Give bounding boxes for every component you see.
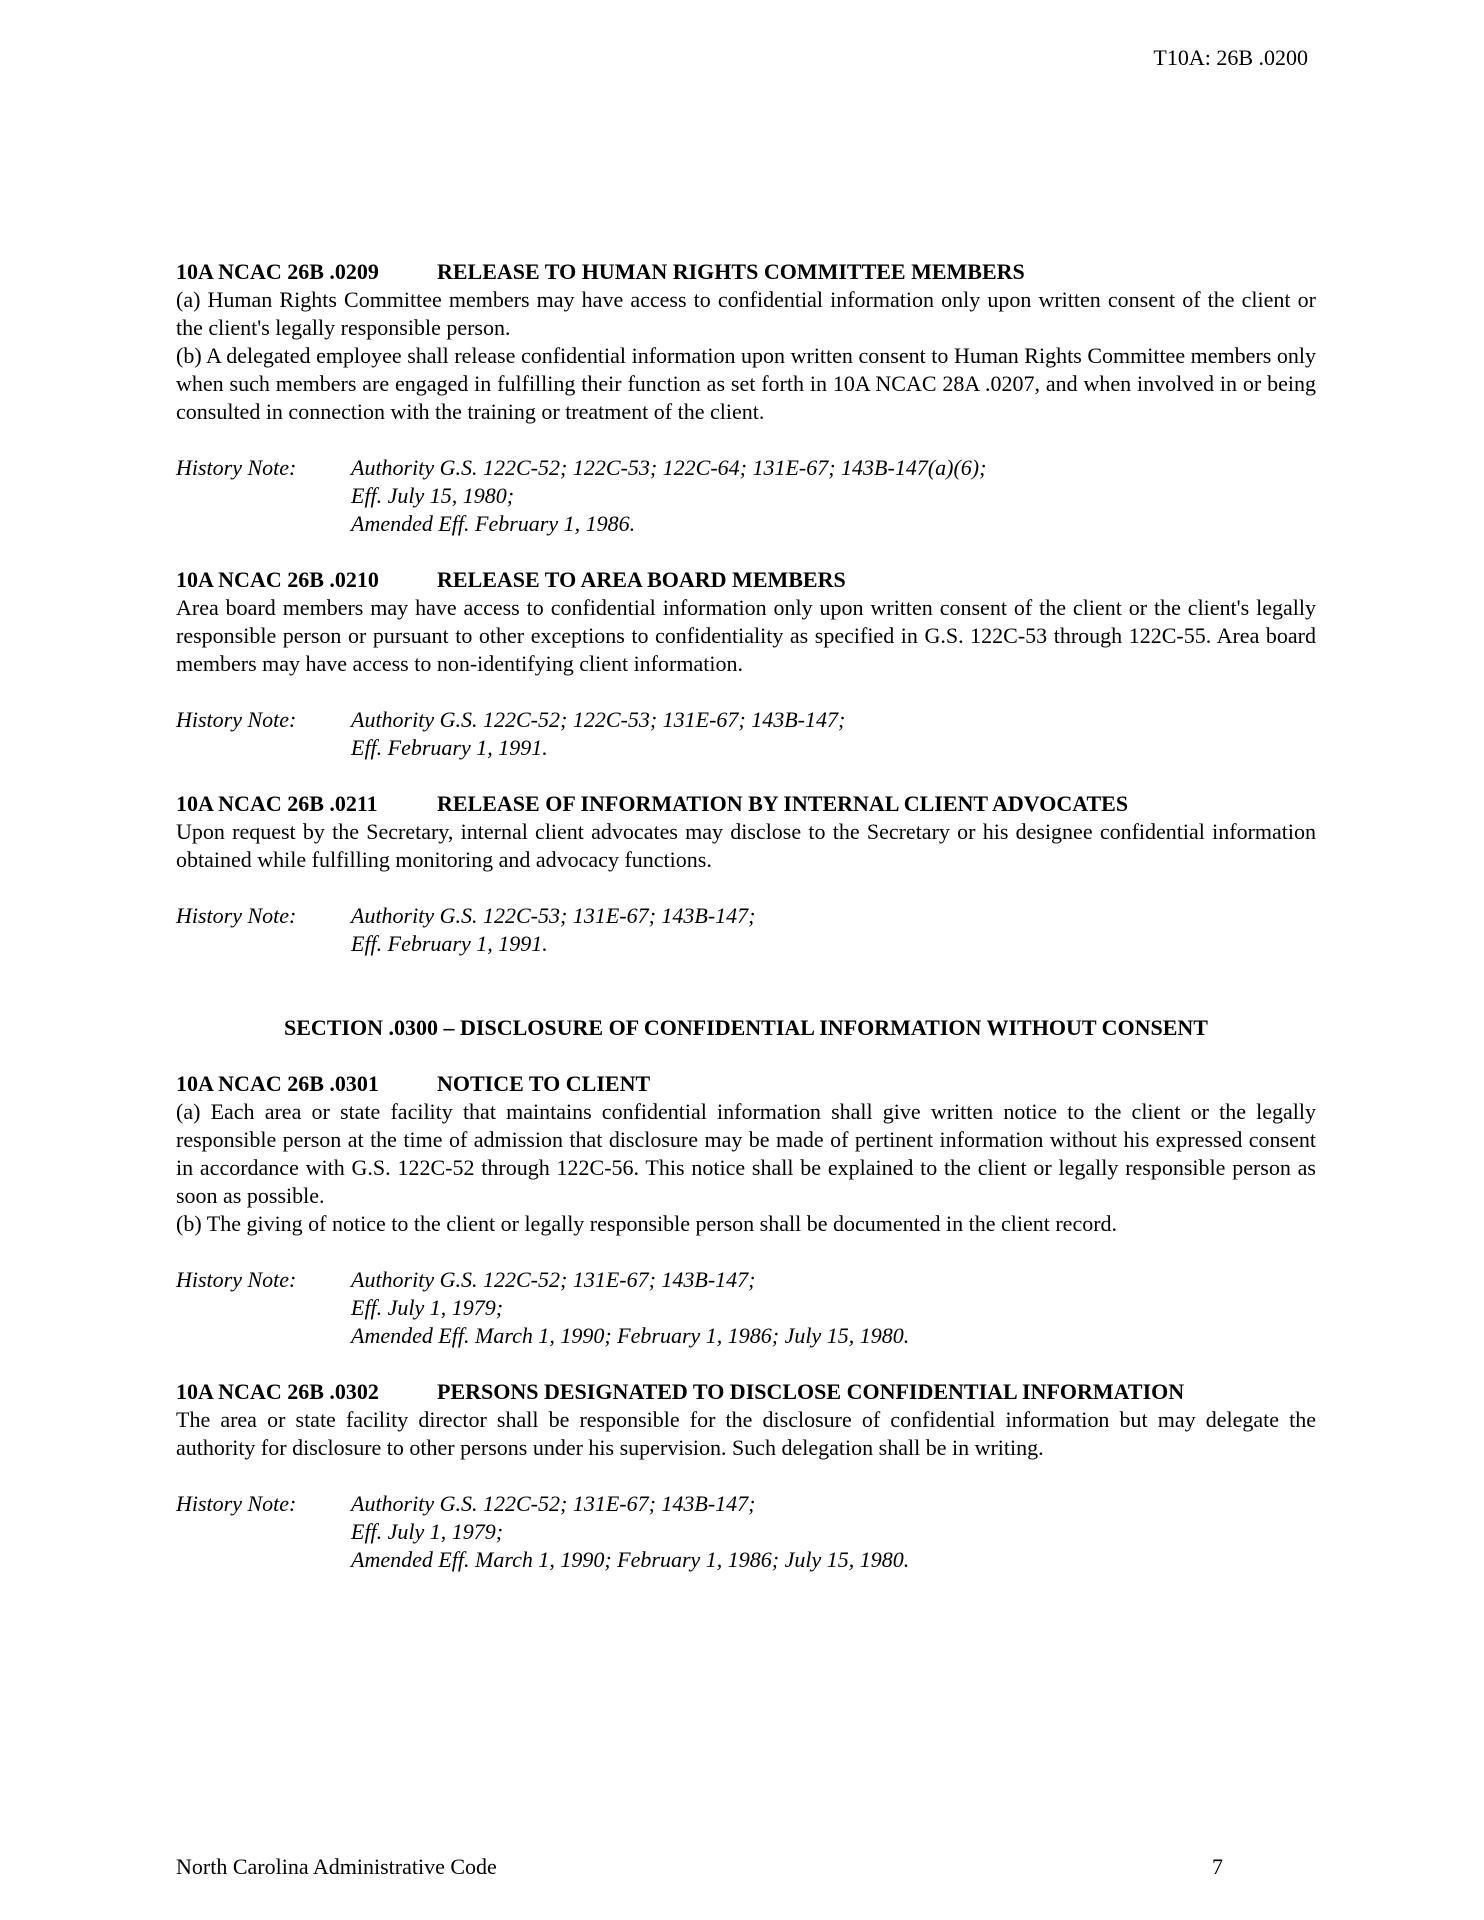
rule-0302 [176, 1378, 1316, 1574]
rule-0301 [176, 1070, 1316, 1350]
history-note [176, 1490, 1316, 1574]
rule-paragraph: (a) Human Rights Committee members may have access to confidential information only upon written consent of the client or the client's legally responsible person. [176, 287, 1316, 340]
rule-paragraph: (a) Each area or state facility that maintains confidential information shall give written notice to the client or the legally responsible person at the time of admission that disclosure may be made of pertinent information without his expressed consent in accordance with G.S. 122C-52 through 122C-56. This notice shall be explained to the client or legally responsible person as soon as possible. [176, 1099, 1316, 1208]
history-note-label: History Note: [176, 455, 297, 480]
rule-heading: PERSONS DESIGNATED TO DISCLOSE CONFIDENTIAL INFORMATION [437, 1379, 1185, 1404]
rule-0209 [176, 258, 1316, 538]
section-heading: SECTION .0300 – DISCLOSURE OF CONFIDENTIAL INFORMATION WITHOUT CONSENT [284, 1015, 1208, 1040]
history-line: Authority G.S. 122C-53; 131E-67; 143B-147; [351, 903, 756, 928]
rule-paragraph: Area board members may have access to confidential information only upon written consent of the client or the client's legally responsible person or pursuant to other exceptions to confidentiality as specified in G.S. 122C-53 through 122C-55. Area board members may have access to non-identifying client information. [176, 595, 1316, 676]
rule-number: 10A NCAC 26B .0211 [176, 791, 378, 816]
history-line: Eff. February 1, 1991. [351, 735, 548, 760]
footer-source: North Carolina Administrative Code [176, 1854, 497, 1879]
rule-heading: RELEASE TO HUMAN RIGHTS COMMITTEE MEMBERS [437, 259, 1025, 284]
history-line: Amended Eff. February 1, 1986. [351, 511, 636, 536]
history-line: Authority G.S. 122C-52; 122C-53; 131E-67; 143B-147; [351, 707, 846, 732]
history-note-label: History Note: [176, 1491, 297, 1516]
rule-number: 10A NCAC 26B .0301 [176, 1071, 379, 1096]
rule-title [176, 1070, 1316, 1098]
rule-title [176, 790, 1316, 818]
history-line: Eff. July 15, 1980; [351, 483, 515, 508]
history-line: Eff. February 1, 1991. [351, 931, 548, 956]
rule-paragraph: (b) The giving of notice to the client or legally responsible person shall be documented in the client record. [176, 1211, 1118, 1236]
rule-0210 [176, 566, 1316, 762]
history-note [176, 1266, 1316, 1350]
history-note [176, 902, 1316, 958]
history-line: Authority G.S. 122C-52; 131E-67; 143B-147; [351, 1267, 756, 1292]
history-line: Authority G.S. 122C-52; 131E-67; 143B-147; [351, 1491, 756, 1516]
footer-page-number: 7 [1212, 1854, 1223, 1879]
rule-0211 [176, 790, 1316, 958]
rule-heading: RELEASE OF INFORMATION BY INTERNAL CLIENT ADVOCATES [437, 791, 1129, 816]
history-note [176, 706, 1316, 762]
history-line: Amended Eff. March 1, 1990; February 1, 1986; July 15, 1980. [351, 1547, 910, 1572]
history-note-label: History Note: [176, 707, 297, 732]
rule-title [176, 566, 1316, 594]
document-body [176, 258, 1316, 1602]
rule-title [176, 1378, 1316, 1406]
rule-number: 10A NCAC 26B .0210 [176, 567, 379, 592]
page-header-reference: T10A: 26B .0200 [1153, 45, 1308, 70]
rule-paragraph: The area or state facility director shall be responsible for the disclosure of confidential information but may delegate the authority for disclosure to other persons under his supervision. Such delegation shall be in writing. [176, 1407, 1316, 1460]
history-line: Amended Eff. March 1, 1990; February 1, 1986; July 15, 1980. [351, 1323, 910, 1348]
rule-paragraph: (b) A delegated employee shall release confidential information upon written consent to Human Rights Committee members only when such members are engaged in fulfilling their function as set forth in 10A NCAC 28A .0207, and when involved in or being consulted in connection with the training or treatment of the client. [176, 343, 1316, 424]
rule-heading: RELEASE TO AREA BOARD MEMBERS [437, 567, 846, 592]
rule-paragraph: Upon request by the Secretary, internal client advocates may disclose to the Secretary or his designee confidential information obtained while fulfilling monitoring and advocacy functions. [176, 819, 1316, 872]
history-line: Eff. July 1, 1979; [351, 1519, 504, 1544]
history-note [176, 454, 1316, 538]
rule-number: 10A NCAC 26B .0209 [176, 259, 379, 284]
history-note-label: History Note: [176, 903, 297, 928]
history-line: Authority G.S. 122C-52; 122C-53; 122C-64; 131E-67; 143B-147(a)(6); [351, 455, 987, 480]
history-line: Eff. July 1, 1979; [351, 1295, 504, 1320]
rule-heading: NOTICE TO CLIENT [437, 1071, 651, 1096]
history-note-label: History Note: [176, 1267, 297, 1292]
rule-number: 10A NCAC 26B .0302 [176, 1379, 379, 1404]
rule-title [176, 258, 1316, 286]
